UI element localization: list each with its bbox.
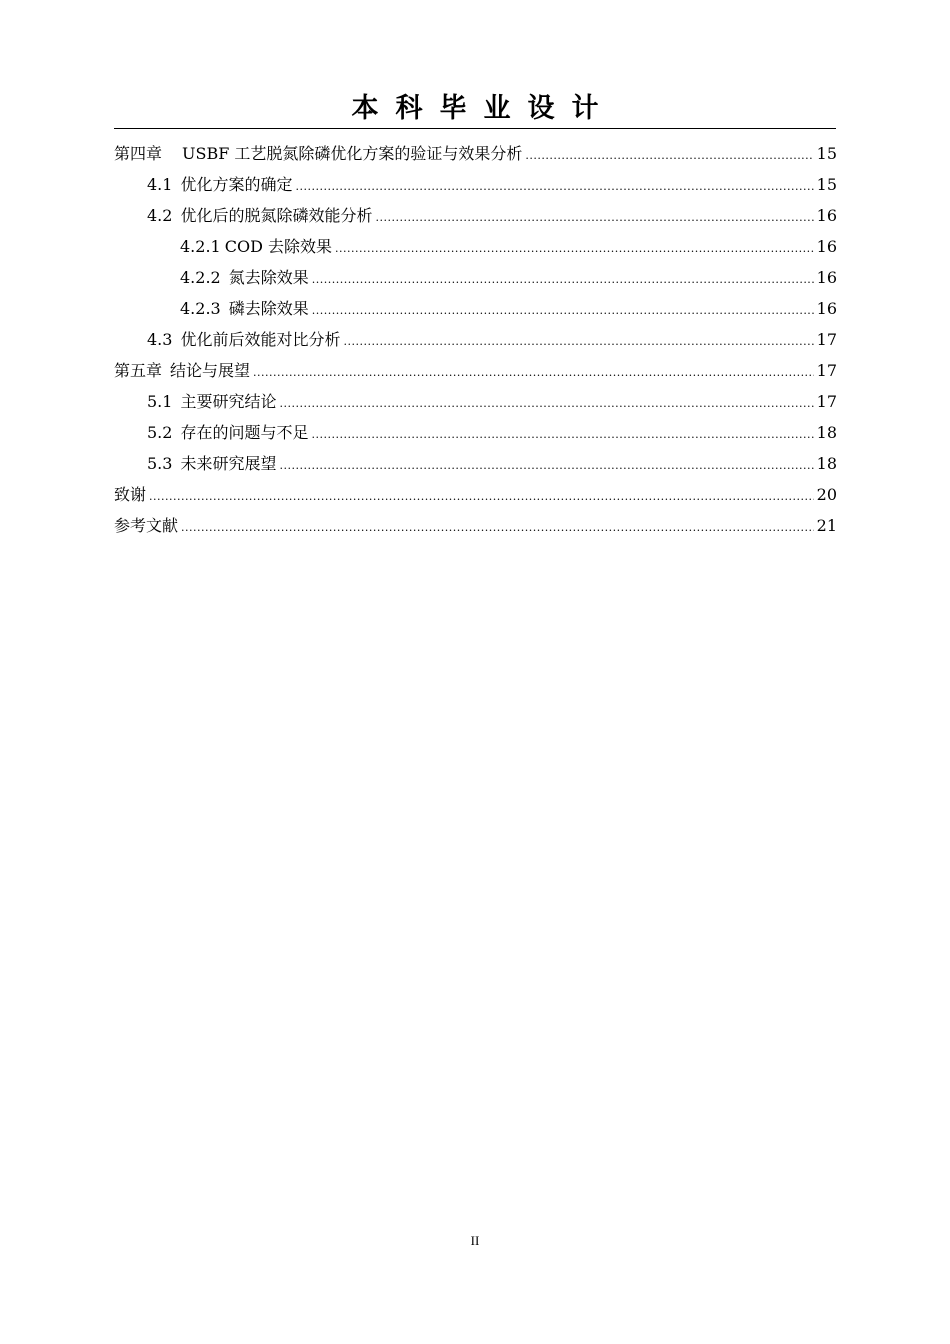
toc-entry-number: 第五章 [114,361,163,380]
toc-leader-dots [312,264,814,295]
toc-entry-title: 主要研究结论 [180,392,277,411]
toc-entry-4-2-3[interactable] [114,293,837,324]
toc-entry-number: 4.3 [147,330,173,349]
page-header-title: 本科毕业设计 [351,93,616,124]
toc-entry-number: 4.2.3 [180,299,221,318]
toc-entry-number: 4.2 [147,206,173,225]
toc-entry-page: 16 [816,237,837,256]
toc-entry-4-2-2[interactable] [114,262,837,293]
toc-entry-page: 17 [816,361,837,380]
toc-entry-page: 15 [816,144,837,163]
toc-entry-number: 5.2 [147,423,173,442]
toc-entry-number: 4.1 [147,175,173,194]
toc-entry-references[interactable] [114,510,837,541]
toc-entry-title: USBF 工艺脱氮除磷优化方案的验证与效果分析 [182,144,523,163]
toc-leader-dots [253,357,814,388]
toc-entry-5-1[interactable] [114,386,837,417]
toc-entry-4-3[interactable] [114,324,837,355]
toc-entry-page: 16 [816,268,837,287]
toc-entry-title: 优化前后效能对比分析 [180,330,341,349]
toc-entry-title: 优化后的脱氮除磷效能分析 [180,206,373,225]
toc-entry-title: 致谢 [114,485,147,504]
toc-entry-number: 4.2.2 [180,268,221,287]
toc-entry-5-2[interactable] [114,417,837,448]
toc-entry-4-2[interactable] [114,200,837,231]
toc-entry-page: 15 [816,175,837,194]
toc-entry-title: 参考文献 [114,516,179,535]
toc-entry-number: 第四章 [114,144,163,163]
toc-entry-number: 5.1 [147,392,173,411]
toc-entry-4-1[interactable] [114,169,837,200]
toc-entry-title: 磷去除效果 [228,299,309,318]
toc-entry-number: 4.2.1 [180,237,221,256]
toc-entry-page: 18 [816,423,837,442]
toc-entry-page: 17 [816,330,837,349]
toc-leader-dots [279,450,813,481]
toc-entry-page: 16 [816,299,837,318]
toc-entry-page: 16 [816,206,837,225]
toc-leader-dots [311,419,813,450]
toc-leader-dots [312,295,814,326]
table-of-contents [114,138,837,541]
toc-entry-page: 21 [816,516,837,535]
toc-leader-dots [295,171,813,202]
page-number: II [470,1233,480,1248]
toc-entry-title: 未来研究展望 [180,454,277,473]
toc-entry-page: 17 [816,392,837,411]
toc-entry-title: COD 去除效果 [224,237,332,256]
toc-entry-title: 优化方案的确定 [180,175,293,194]
toc-entry-chapter-4[interactable] [114,138,837,169]
toc-entry-acknowledgements[interactable] [114,479,837,510]
header-rule [114,128,836,129]
toc-entry-number: 5.3 [147,454,173,473]
toc-entry-page: 20 [816,485,837,504]
toc-leader-dots [335,233,814,264]
toc-leader-dots [343,326,813,357]
toc-leader-dots [279,388,813,419]
toc-leader-dots [149,481,814,512]
toc-entry-title: 氮去除效果 [228,268,309,287]
toc-entry-chapter-5[interactable] [114,355,837,386]
toc-entry-4-2-1[interactable] [114,231,837,262]
toc-leader-dots [375,202,813,233]
toc-entry-title: 结论与展望 [170,361,251,380]
toc-leader-dots [181,512,814,543]
toc-entry-5-3[interactable] [114,448,837,479]
toc-leader-dots [525,140,813,171]
toc-entry-title: 存在的问题与不足 [180,423,309,442]
toc-entry-page: 18 [816,454,837,473]
